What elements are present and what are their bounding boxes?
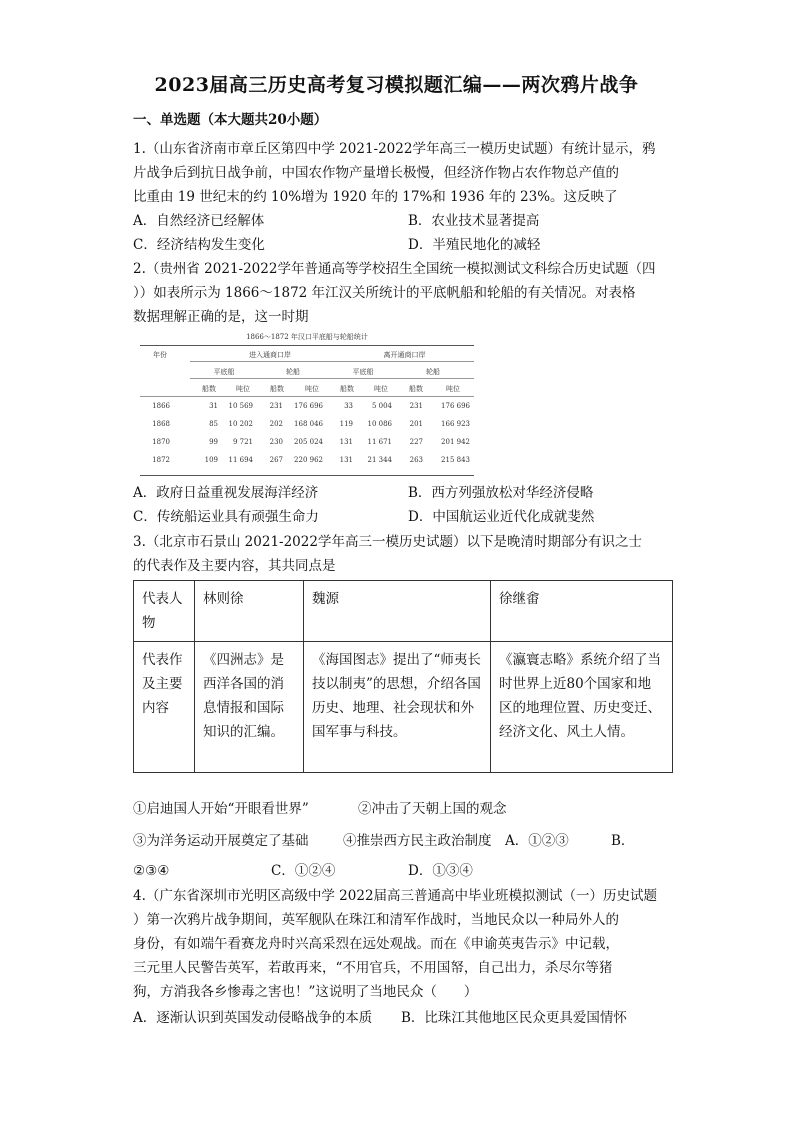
statement-1: ①启迪国人开始“开眼看世界” (133, 801, 309, 817)
option-b: B．西方列强放松对华经济侵略 (408, 485, 594, 501)
question-4-line: 狗，方消我各乡惨毒之害也！”这说明了当地民众（ ） (133, 984, 478, 1000)
table-cell: 267 (269, 456, 283, 464)
statement-4: ④推崇西方民主政治制度 (343, 833, 492, 849)
table-cell: 119 (339, 420, 353, 428)
table-header-steam: 轮船 (286, 368, 300, 376)
question-3 (133, 530, 673, 578)
statement-2: ②冲击了天朝上国的观念 (358, 801, 507, 817)
question-3-items-row (133, 829, 673, 853)
table-cell: 131 (339, 456, 353, 464)
table-cell: 227 (409, 438, 423, 446)
table-header-steam: 轮船 (426, 368, 440, 376)
question-3-options-row (133, 859, 673, 883)
table-cell: 11 671 (367, 438, 392, 446)
question-3-items-row (133, 797, 673, 821)
table-cell: 《瀛寰志略》系统介绍了当时世界上近80个国家和地区的地理位置、历史变迁、经济文化、风土人情。 (491, 642, 673, 773)
table-cell: 231 (269, 402, 283, 410)
table-cell: 21 344 (367, 456, 392, 464)
table-cell: 10 202 (228, 420, 253, 428)
table-cell: 10 569 (228, 402, 253, 410)
table-cell-header: 徐继畬 (491, 581, 673, 642)
question-2-options-row (133, 505, 673, 529)
question-4-line: 身份，有如端午看赛龙舟时兴高采烈在远处观战。而在《申谕英夷告示》中记载， (133, 936, 619, 952)
table-header-tons: 吨位 (446, 385, 460, 393)
table-cell: 215 843 (441, 456, 470, 464)
option-b: B．比珠江其他地区民众更具爱国情怀 (401, 1010, 627, 1026)
table-cell: 202 (269, 420, 283, 428)
table-cell: 230 (269, 438, 283, 446)
option-a: A．政府日益重视发展海洋经济 (133, 485, 319, 501)
question-2 (133, 257, 673, 329)
statement-3: ③为洋务运动开展奠定了基础 (133, 833, 309, 849)
table-cell: 33 (344, 402, 353, 410)
question-3-line: 的代表作及主要内容，其共同点是 (133, 558, 336, 574)
question-4-line: 4.（广东省深圳市光明区高级中学 2022届高三普通高中毕业班模拟测试（一）历史试题 (133, 888, 658, 904)
option-c: C．传统船运业具有顽强生命力 (133, 509, 319, 525)
table-row-year: 1872 (152, 456, 170, 464)
table-cell: 5 004 (371, 402, 392, 410)
option-a: A．①②③ (505, 833, 569, 849)
reformers-table (133, 580, 673, 773)
table-cell: 231 (409, 402, 423, 410)
question-4-line: ）第一次鸦片战争期间，英军舰队在珠江和清军作战时，当地民众以一种局外人的 (133, 912, 619, 928)
section-heading: 一、单选题（本大题共20小题） (133, 112, 328, 128)
table-row-year: 1870 (152, 438, 170, 446)
question-2-options-row (133, 481, 673, 505)
question-1-line: 片战争后到抗日战争前，中国农作物产量增长极慢，但经济作物占农作物总产值的 (133, 165, 619, 181)
option-b: B． (611, 833, 635, 849)
table-cell: 176 696 (441, 402, 470, 410)
question-4 (133, 884, 673, 1004)
table-header-tons: 吨位 (236, 385, 250, 393)
table-header-ships: 船数 (409, 385, 423, 393)
table-cell-header: 魏源 (304, 581, 491, 642)
question-1-options-row (133, 233, 673, 257)
table-cell: 31 (209, 402, 218, 410)
table-cell: 168 046 (294, 420, 323, 428)
ship-statistics-table (140, 332, 474, 477)
table-header-flat: 平底船 (213, 368, 235, 376)
question-1 (133, 137, 673, 209)
table-cell-header: 林则徐 (195, 581, 304, 642)
option-c: C．①②④ (271, 863, 336, 879)
table-caption: 1866～1872 年汉口平底船与轮船统计 (246, 333, 368, 341)
question-1-line: 比重由 19 世纪末的约 10%增为 1920 年的 17%和 1936 年的 23%。这反映了 (133, 189, 618, 205)
table-cell: 176 696 (294, 402, 323, 410)
question-1-options-row (133, 209, 673, 233)
option-b: B．农业技术显著提高 (408, 213, 540, 229)
table-cell: 11 694 (228, 456, 253, 464)
option-c: C．经济结构发生变化 (133, 237, 265, 253)
table-cell: 220 962 (294, 456, 323, 464)
table-header-flat: 平底船 (352, 368, 374, 376)
table-cell: 85 (209, 420, 218, 428)
table-cell: 代表作及主要内容 (134, 642, 195, 773)
question-2-line: ））如表所示为 1866～1872 年江汉关所统计的平底帆船和轮船的有关情况。对表格 (133, 285, 636, 301)
question-2-line: 2.（贵州省 2021-2022学年普通高等学校招生全国统一模拟测试文科综合历史试题（四 (133, 261, 656, 277)
table-cell: 10 086 (367, 420, 392, 428)
question-3-line: 3.（北京市石景山 2021-2022学年高三一模历史试题）以下是晚清时期部分有识之士 (133, 534, 642, 550)
table-cell: 201 942 (441, 438, 470, 446)
table-cell-header: 代表人物 (134, 581, 195, 642)
question-4-line: 三元里人民警告英军，若敢再来，“不用官兵，不用国帑，自己出力，杀尽尔等猪 (133, 960, 613, 976)
table-row-year: 1868 (152, 420, 170, 428)
table-cell: 109 (204, 456, 218, 464)
table-row-year: 1866 (152, 402, 170, 410)
question-2-line: 数据理解正确的是，这一时期 (133, 309, 309, 325)
table-cell: 《四洲志》是西洋各国的消息情报和国际知识的汇编。 (195, 642, 304, 773)
table-cell: 205 024 (294, 438, 323, 446)
option-d: D．中国航运业近代化成就斐然 (408, 509, 595, 525)
table-cell: 9 721 (232, 438, 253, 446)
table-header-out: 离开通商口岸 (383, 351, 426, 359)
table-cell: 263 (409, 456, 423, 464)
table-header-year: 年份 (153, 351, 167, 359)
table-header-ships: 船数 (270, 385, 284, 393)
table-cell: 131 (339, 438, 353, 446)
table-cell: 201 (409, 420, 423, 428)
table-header-ships: 船数 (202, 385, 216, 393)
table-cell: 99 (209, 438, 218, 446)
option-d: D．半殖民地化的减轻 (408, 237, 541, 253)
table-header-in: 进入通商口岸 (249, 351, 291, 359)
option-d: D．①③④ (408, 863, 473, 879)
table-cell: 166 923 (441, 420, 470, 428)
question-1-line: 1.（山东省济南市章丘区第四中学 2021-2022学年高三一模历史试题）有统计显示，鸦 (133, 141, 656, 157)
table-header-tons: 吨位 (305, 385, 319, 393)
page-title: 2023届高三历史高考复习模拟题汇编——两次鸦片战争 (154, 74, 639, 96)
option-a: A．自然经济已经解体 (133, 213, 265, 229)
question-4-options-row (133, 1006, 673, 1030)
option-a: A．逐渐认识到英国发动侵略战争的本质 (133, 1010, 373, 1026)
table-header-ships: 船数 (340, 385, 354, 393)
option-b-value: ②③④ (133, 863, 170, 879)
table-header-tons: 吨位 (374, 385, 388, 393)
table-cell: 《海国图志》提出了“师夷长技以制夷”的思想，介绍各国历史、地理、社会现状和外国军事与科技。 (304, 642, 491, 773)
